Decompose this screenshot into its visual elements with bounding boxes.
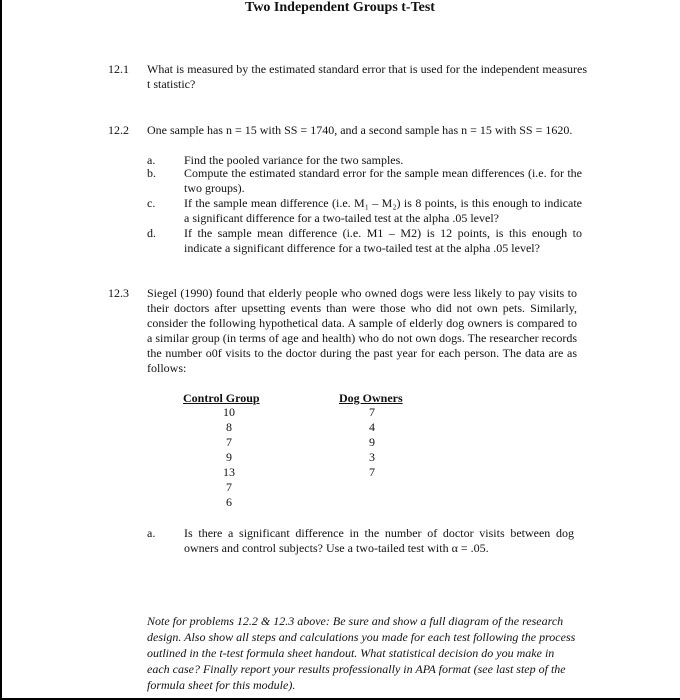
part-letter: c. — [147, 196, 156, 210]
part-letter: a. — [147, 153, 156, 167]
control-value: 8 — [226, 420, 232, 434]
question-text: Siegel (1990) found that elderly people who owned dogs were less likely to pay visits to their doctors after upsetting events than were those who did not own pets. Similarly, consider the following hypothetical data. A sample of elderly dog owners is compared to a similar group (in terms of age and health) who do not own dogs. The researcher records the number o0f visits to the doctor during the past year for each person. The data are as follows: — [147, 286, 577, 375]
table-row — [183, 420, 409, 435]
question-text: What is measured by the estimated standard error that is used for the independent measures t statistic? — [147, 62, 587, 91]
control-value: 6 — [226, 495, 232, 509]
table-row — [183, 435, 409, 450]
control-value: 9 — [226, 450, 232, 464]
note-paragraph: Note for problems 12.2 & 12.3 above: Be sure and show a full diagram of the research design. Also show all steps and calculations you made for each test following the process outlined in the t-test formula sheet handout. What statistical decision do you make in each case? Finally report your results professionally in APA format (see last step of the formula sheet for this module). — [147, 614, 576, 692]
table-row — [183, 495, 409, 510]
part-text: Compute the estimated standard error for the sample mean differences (i.e. for the two groups). — [184, 166, 582, 195]
question-text: One sample has n = 15 with SS = 1740, and a second sample has n = 15 with SS = 1620. — [147, 123, 573, 137]
table-row — [183, 465, 409, 480]
page-title: Two Independent Groups t-Test — [245, 0, 435, 15]
question-number: 12.1 — [108, 62, 129, 76]
part-text: Find the pooled variance for the two samples. — [184, 153, 404, 167]
dog-value: 7 — [369, 465, 375, 479]
control-value: 10 — [223, 405, 235, 419]
dog-value — [339, 495, 409, 510]
part-letter: a. — [147, 526, 156, 540]
question-number: 12.2 — [108, 123, 129, 137]
dog-value: 3 — [369, 450, 375, 464]
dog-value — [339, 480, 409, 495]
part-letter: d. — [147, 226, 156, 240]
dog-value: 4 — [369, 420, 375, 434]
part-text: If the sample mean difference (i.e. M1 – M2) is 12 points, is this enough to indicate a significant difference for a two-tailed test at the alpha .05 level? — [184, 226, 582, 255]
column-gap — [279, 391, 339, 405]
table-row — [183, 405, 409, 420]
data-table — [183, 391, 409, 510]
part-text: If the sample mean difference (i.e. M₁ – M₂) is 8 points, is this enough to indicate a significant difference for a two-tailed test at the alpha .05 level? — [184, 196, 582, 225]
question-number: 12.3 — [108, 286, 129, 300]
part-letter: b. — [147, 166, 156, 180]
dog-value: 9 — [369, 435, 375, 449]
dog-value: 7 — [369, 405, 375, 419]
control-value: 13 — [223, 465, 235, 479]
part-text: Is there a significant difference in the number of doctor visits between dog owners and control subjects? Use a two-tailed test with α = .05. — [184, 526, 574, 555]
control-value: 7 — [226, 435, 232, 449]
column-header-control: Control Group — [183, 391, 260, 405]
control-value: 7 — [226, 480, 232, 494]
table-row — [183, 480, 409, 495]
table-row — [183, 450, 409, 465]
column-header-dog: Dog Owners — [339, 391, 403, 405]
